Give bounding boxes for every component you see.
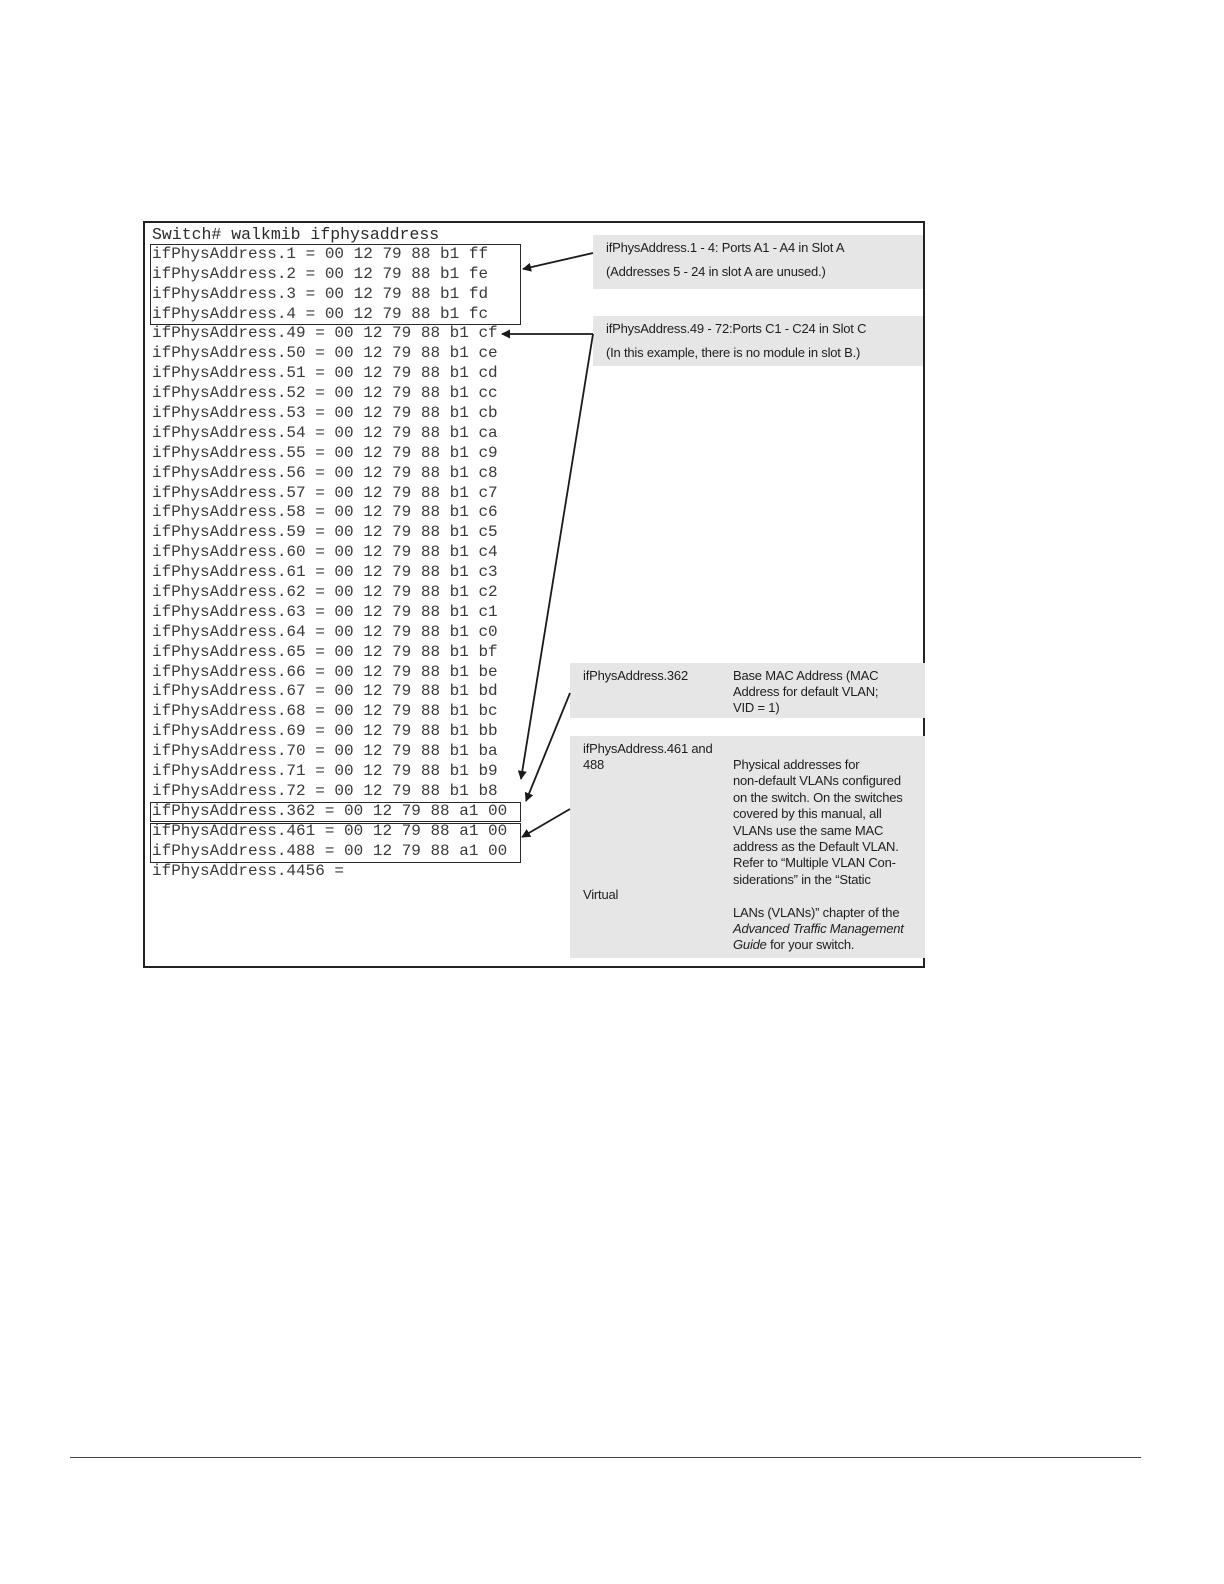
console-line: ifPhysAddress.55 = 00 12 79 88 b1 c9	[152, 443, 498, 462]
callout-vlans-desc-line: Refer to “Multiple VLAN Con-	[733, 855, 896, 871]
console-line: ifPhysAddress.50 = 00 12 79 88 b1 ce	[152, 344, 498, 363]
console-line: ifPhysAddress.52 = 00 12 79 88 b1 cc	[152, 384, 498, 403]
callout-vlans-label-1: ifPhysAddress.461 and	[583, 741, 713, 756]
console-line: ifPhysAddress.72 = 00 12 79 88 b1 b8	[152, 781, 498, 800]
console-line: ifPhysAddress.61 = 00 12 79 88 b1 c3	[152, 563, 498, 582]
console-line: ifPhysAddress.49 = 00 12 79 88 b1 cf	[152, 324, 498, 343]
console-line: ifPhysAddress.70 = 00 12 79 88 b1 ba	[152, 742, 498, 761]
console-line: ifPhysAddress.4 = 00 12 79 88 b1 fc	[152, 304, 489, 323]
console-line: ifPhysAddress.488 = 00 12 79 88 a1 00	[152, 841, 508, 860]
callout-base-mac-label: ifPhysAddress.362	[583, 668, 688, 683]
console-line: ifPhysAddress.59 = 00 12 79 88 b1 c5	[152, 523, 498, 542]
callout-vlans-desc-line: LANs (VLANs)” chapter of the	[733, 904, 900, 920]
console-line: ifPhysAddress.60 = 00 12 79 88 b1 c4	[152, 543, 498, 562]
console-command: Switch# walkmib ifphysaddress	[152, 225, 440, 244]
callout-slot-a-note: (Addresses 5 - 24 in slot A are unused.)	[606, 264, 826, 279]
console-line: ifPhysAddress.64 = 00 12 79 88 b1 c0	[152, 622, 498, 641]
callout-vlans-label-3: Virtual	[583, 887, 619, 902]
console-line: ifPhysAddress.54 = 00 12 79 88 b1 ca	[152, 423, 498, 442]
arrow-slot-a	[523, 253, 593, 269]
console-line: ifPhysAddress.3 = 00 12 79 88 b1 fd	[152, 284, 489, 303]
callout-vlans-desc-line: VLANs use the same MAC	[733, 822, 884, 838]
console-line: ifPhysAddress.2 = 00 12 79 88 b1 fe	[152, 264, 489, 283]
console-line: ifPhysAddress.69 = 00 12 79 88 b1 bb	[152, 722, 498, 741]
console-line: ifPhysAddress.65 = 00 12 79 88 b1 bf	[152, 642, 498, 661]
callout-vlans-desc-line: Physical addresses for	[733, 757, 860, 772]
console-line: ifPhysAddress.57 = 00 12 79 88 b1 c7	[152, 483, 498, 502]
walkmib-figure	[143, 221, 925, 968]
console-line: ifPhysAddress.461 = 00 12 79 88 a1 00	[152, 821, 508, 840]
console-line: ifPhysAddress.71 = 00 12 79 88 b1 b9	[152, 762, 498, 781]
callout-slot-c-title: ifPhysAddress.49 - 72:Ports C1 - C24 in Slot C	[606, 321, 867, 336]
console-line: ifPhysAddress.63 = 00 12 79 88 b1 c1	[152, 602, 498, 621]
arrow-slot-c-bottom	[521, 334, 593, 779]
console-line: ifPhysAddress.67 = 00 12 79 88 b1 bd	[152, 682, 498, 701]
console-line: ifPhysAddress.1 = 00 12 79 88 b1 ff	[152, 244, 489, 263]
console-line: ifPhysAddress.4456 =	[152, 861, 345, 880]
console-line: ifPhysAddress.66 = 00 12 79 88 b1 be	[152, 662, 498, 681]
callout-slot-c-note: (In this example, there is no module in slot B.)	[606, 345, 861, 360]
callout-vlans-desc-line: non-default VLANs configured	[733, 773, 901, 789]
callout-arrows	[145, 223, 927, 970]
callout-vlans-desc-line: address as the Default VLAN.	[733, 839, 899, 855]
console-line: ifPhysAddress.62 = 00 12 79 88 b1 c2	[152, 583, 498, 602]
guide-suffix: for your switch.	[766, 937, 855, 953]
callout-vlans-label-2: 488	[583, 757, 605, 772]
callout-vlans-desc-line: siderations” in the “Static	[733, 871, 871, 887]
console-line: ifPhysAddress.51 = 00 12 79 88 b1 cd	[152, 364, 498, 383]
console-line: ifPhysAddress.362 = 00 12 79 88 a1 00	[152, 801, 508, 820]
arrow-vlans	[522, 809, 570, 837]
callout-vlans-desc-line: on the switch. On the switches	[733, 789, 903, 805]
guide-title-italic: Guide	[733, 937, 767, 953]
guide-title-italic: Advanced Traffic Management	[733, 921, 904, 937]
console-line: ifPhysAddress.68 = 00 12 79 88 b1 bc	[152, 702, 498, 721]
callout-base-mac-line1: Base MAC Address (MAC	[733, 668, 879, 683]
footer-rule	[70, 1457, 1141, 1458]
console-line: ifPhysAddress.56 = 00 12 79 88 b1 c8	[152, 463, 498, 482]
callout-base-mac-line2: Address for default VLAN;	[733, 684, 879, 699]
console-line: ifPhysAddress.53 = 00 12 79 88 b1 cb	[152, 404, 498, 423]
callout-slot-a-title: ifPhysAddress.1 - 4: Ports A1 - A4 in Slot A	[606, 240, 845, 255]
console-line: ifPhysAddress.58 = 00 12 79 88 b1 c6	[152, 503, 498, 522]
callout-vlans-desc-line: covered by this manual, all	[733, 806, 882, 822]
callout-base-mac-line3: VID = 1)	[733, 700, 780, 715]
